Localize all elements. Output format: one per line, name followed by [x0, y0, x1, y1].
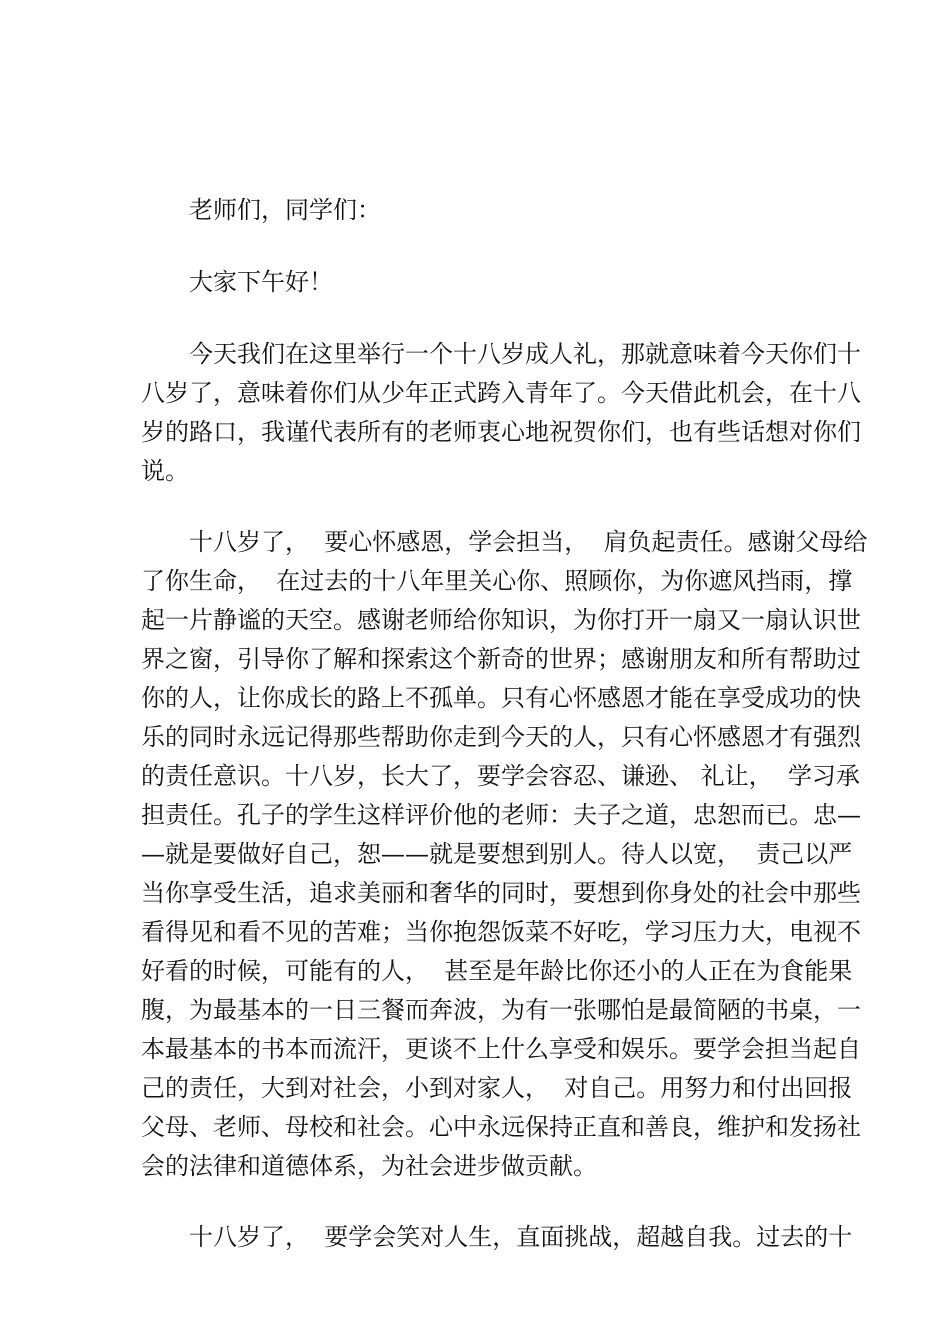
- paragraph-line: 岁的路口，我谨代表所有的老师衷心地祝贺你们，也有些话想对你们: [141, 418, 861, 446]
- paragraph-line: 界之窗，引导你了解和探索这个新奇的世界；感谢朋友和所有帮助过: [141, 645, 861, 673]
- paragraph-line: 你的人，让你成长的路上不孤单。只有心怀感恩才能在享受成功的快: [141, 684, 861, 712]
- paragraph-line: 己的责任，大到对社会，小到对家人， 对自己。用努力和付出回报: [141, 1074, 853, 1102]
- paragraph-line: 今天我们在这里举行一个十八岁成人礼，那就意味着今天你们十: [189, 340, 861, 368]
- paragraph-line: 腹，为最基本的一日三餐而奔波，为有一张哪怕是最简陋的书桌，一: [141, 996, 861, 1024]
- paragraph-line: 看得见和看不见的苦难；当你抱怨饭菜不好吃，学习压力大，电视不: [141, 918, 861, 946]
- paragraph-line: 会的法律和道德体系，为社会进步做贡献。: [141, 1152, 597, 1180]
- paragraph-line: 的责任意识。十八岁，长大了，要学会容忍、谦逊、 礼让， 学习承: [141, 762, 860, 790]
- paragraph-line: 好看的时候，可能有的人， 甚至是年龄比你还小的人正在为食能果: [141, 957, 853, 985]
- paragraph-line: 当你享受生活，追求美丽和奢华的同时，要想到你身处的社会中那些: [141, 879, 861, 907]
- paragraph-line: 起一片静谧的天空。感谢老师给你知识，为你打开一扇又一扇认识世: [141, 606, 861, 634]
- paragraph-line: 十八岁了， 要心怀感恩，学会担当， 肩负起责任。感谢父母给: [189, 528, 868, 556]
- greeting: 大家下午好！: [189, 268, 333, 296]
- paragraph-line: 八岁了，意味着你们从少年正式跨入青年了。今天借此机会，在十八: [141, 379, 861, 407]
- paragraph-line: 本最基本的书本而流汗，更谈不上什么享受和娱乐。要学会担当起自: [141, 1035, 861, 1063]
- paragraph-line: 十八岁了， 要学会笑对人生，直面挑战，超越自我。过去的十: [189, 1223, 853, 1251]
- paragraph-line: 担责任。孔子的学生这样评价他的老师：夫子之道，忠恕而已。忠—: [141, 801, 861, 829]
- paragraph-line: 说。: [141, 457, 189, 485]
- paragraph-line: 了你生命， 在过去的十八年里关心你、照顾你，为你遮风挡雨，撑: [141, 567, 853, 595]
- paragraph-line: 乐的同时永远记得那些帮助你走到今天的人，只有心怀感恩才有强烈: [141, 723, 861, 751]
- salutation: 老师们，同学们：: [189, 196, 381, 224]
- paragraph-line: —就是要做好自己，恕——就是要想到别人。待人以宽， 责己以严: [141, 840, 853, 868]
- paragraph-line: 父母、老师、母校和社会。心中永远保持正直和善良，维护和发扬社: [141, 1113, 861, 1141]
